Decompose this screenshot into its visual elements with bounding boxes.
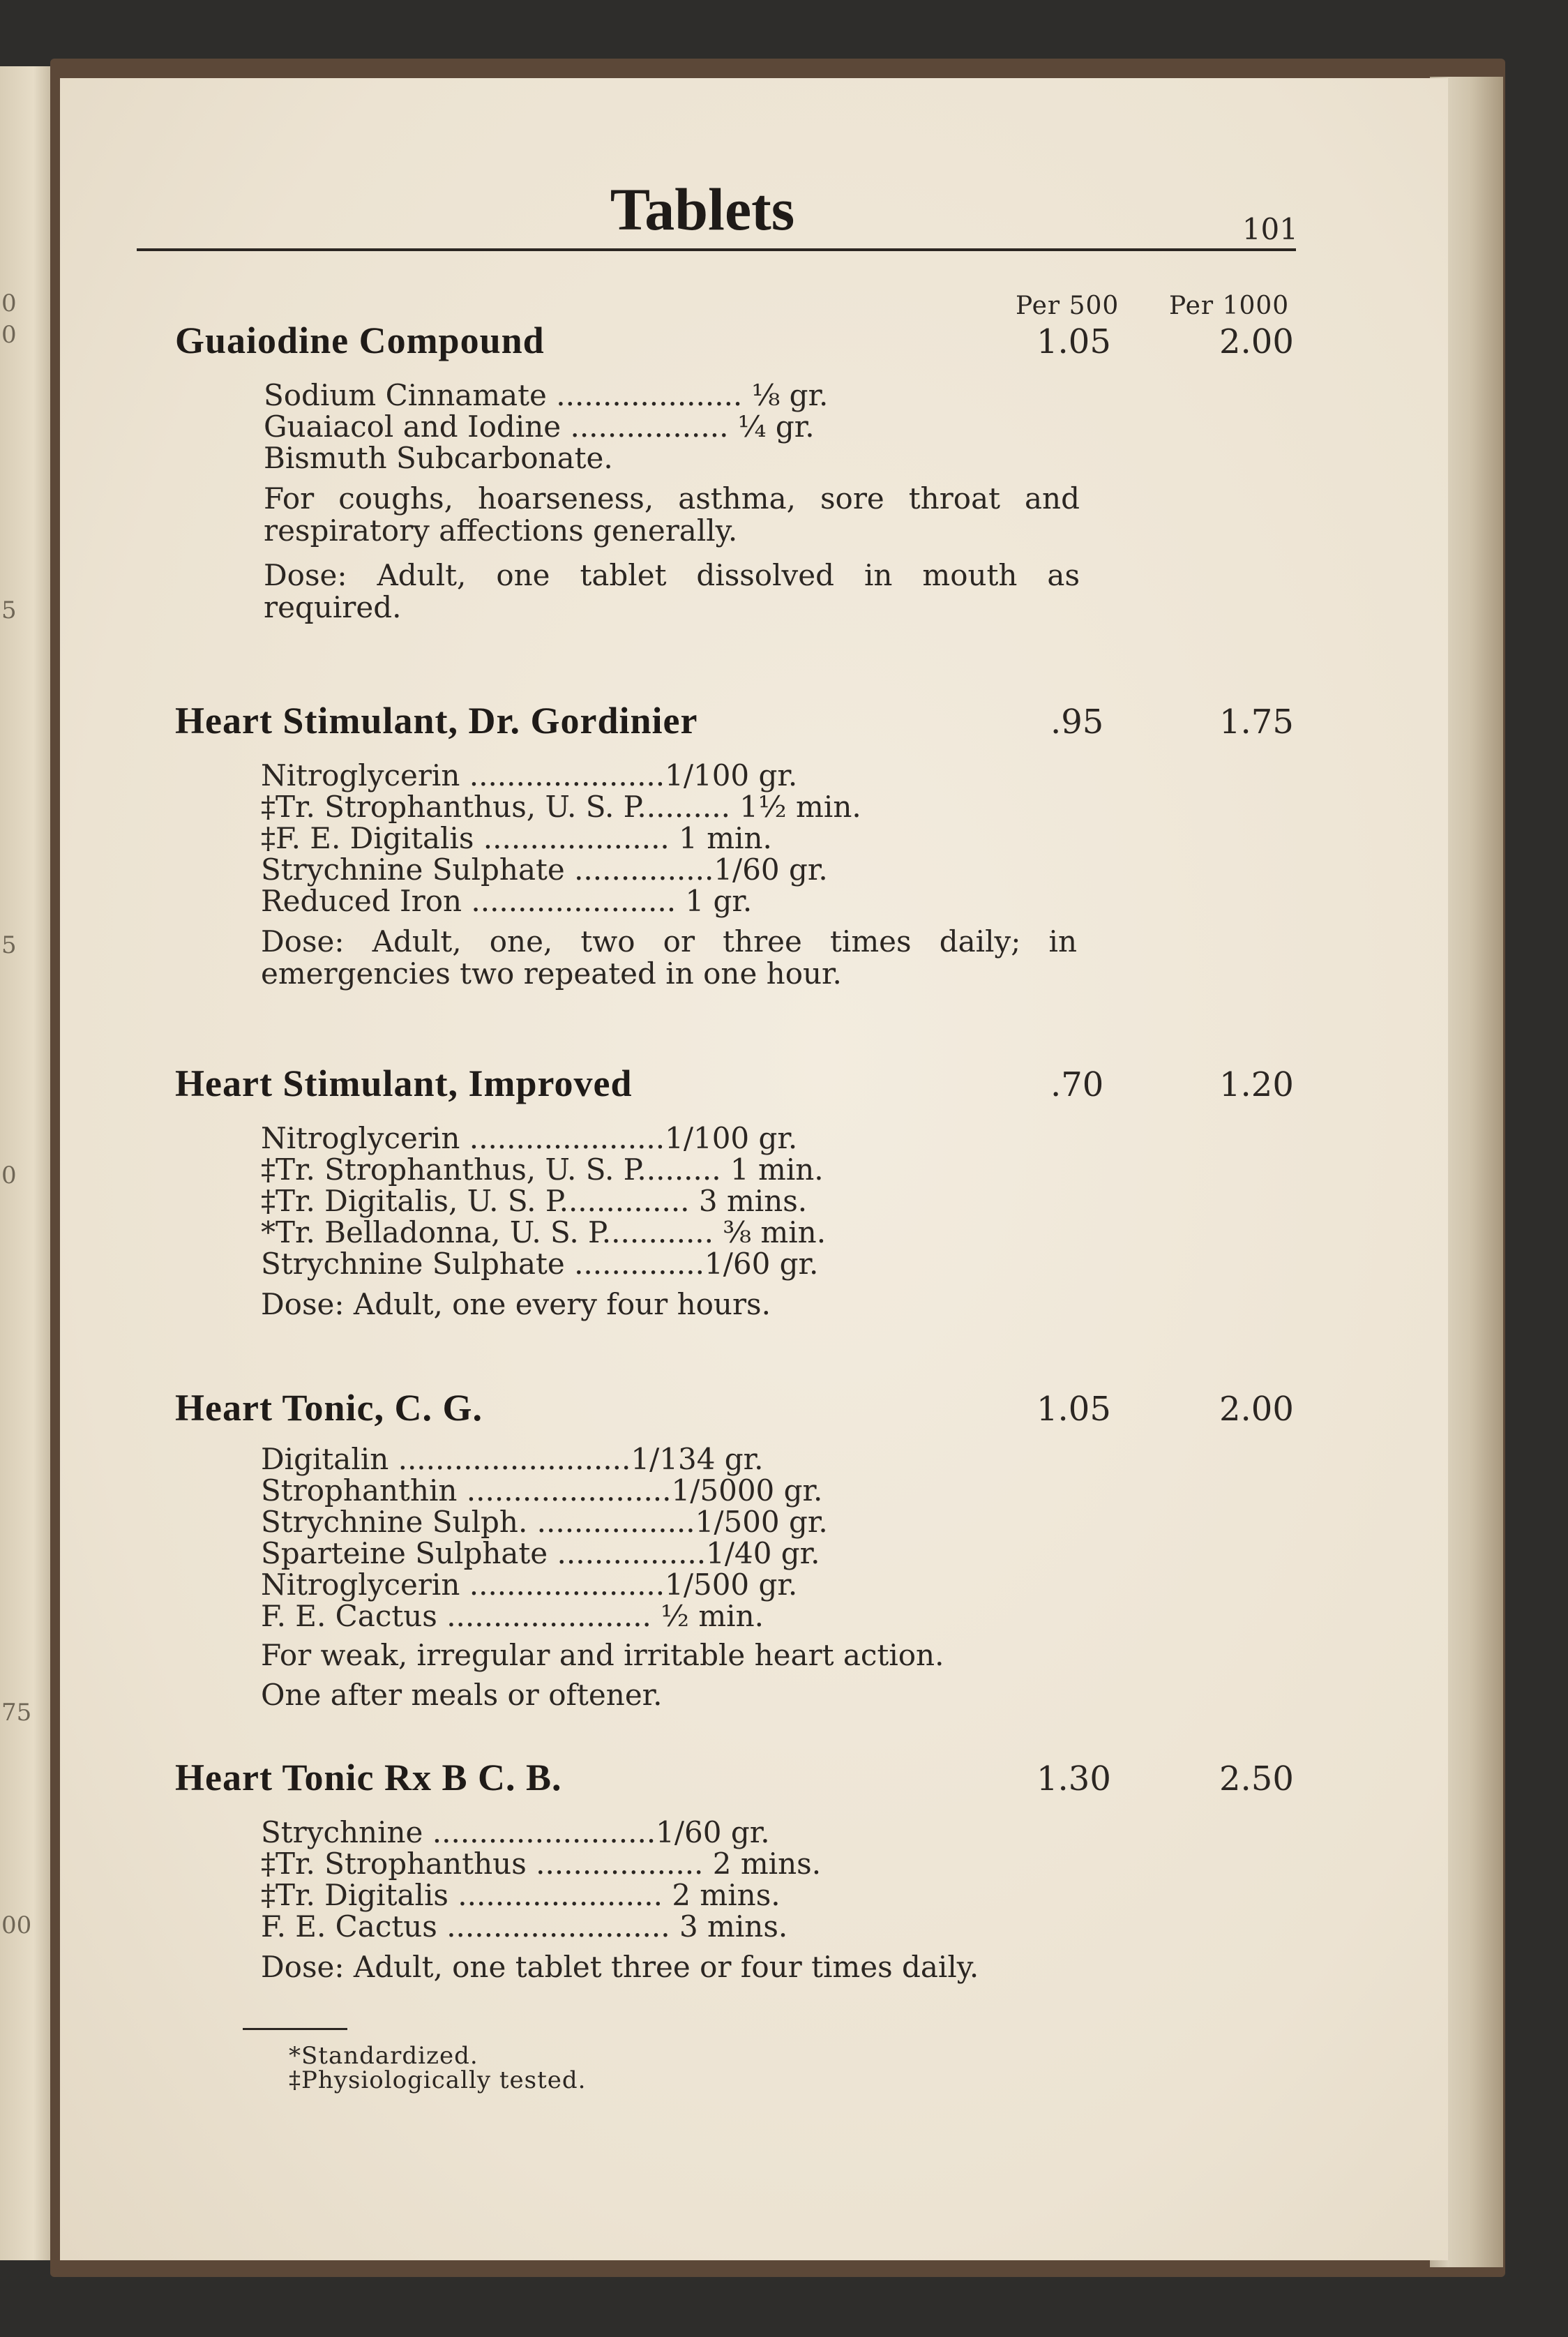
ingredient-line: ‡Tr. Digitalis ...................... 2 mins. — [261, 1878, 781, 1912]
dose-note: Dose: Adult, one tablet three or four times daily. — [261, 1950, 979, 1984]
edge-number: 5 — [1, 931, 17, 959]
ingredient-line: Strophanthin ......................1/5000 gr. — [261, 1473, 823, 1508]
ingredient-line: Nitroglycerin .....................1/100 gr. — [261, 758, 798, 792]
column-header-per-500: Per 500 — [1016, 292, 1120, 320]
ingredient-line: ‡Tr. Strophanthus .................. 2 mins. — [261, 1847, 822, 1881]
ingredient-line: Nitroglycerin .....................1/500 gr. — [261, 1568, 798, 1602]
ingredient-line: Nitroglycerin .....................1/100 gr. — [261, 1121, 798, 1155]
price-per-1000: 1.20 — [1219, 1065, 1294, 1104]
price-per-500: 1.05 — [1036, 322, 1111, 361]
edge-number: 00 — [1, 1911, 32, 1939]
column-header-per-1000: Per 1000 — [1169, 292, 1290, 320]
ingredient-line: Digitalin .........................1/134 gr. — [261, 1442, 764, 1476]
footnote-rule — [243, 2028, 347, 2030]
price-per-500: 1.05 — [1036, 1390, 1111, 1429]
facing-page-edge — [0, 66, 56, 2260]
footnote: ‡Physiologically tested. — [289, 2066, 587, 2094]
entry-name: Heart Stimulant, Improved — [175, 1062, 633, 1104]
ingredient-line: Strychnine Sulphate ..............1/60 gr. — [261, 1247, 819, 1281]
ingredient-line: Bismuth Subcarbonate. — [264, 441, 613, 475]
ingredient-line: ‡Tr. Strophanthus, U. S. P......... 1 min. — [261, 1152, 824, 1187]
entry-name: Heart Tonic Rx B C. B. — [175, 1757, 562, 1798]
entry-name: Guaiodine Compound — [175, 320, 545, 361]
price-per-1000: 2.00 — [1219, 322, 1294, 361]
edge-number: 0 — [1, 290, 17, 317]
ingredient-line: Strychnine Sulphate ...............1/60 gr. — [261, 852, 828, 887]
entry-name: Heart Stimulant, Dr. Gordinier — [175, 700, 698, 742]
ingredient-line: ‡Tr. Strophanthus, U. S. P.......... 1½ min. — [261, 790, 861, 824]
dose-note: Dose: Adult, one, two or three times daily; in emergencies two repeated in one hour. — [261, 924, 1077, 991]
price-per-1000: 2.00 — [1219, 1390, 1294, 1429]
ingredient-line: ‡F. E. Digitalis .................... 1 min. — [261, 821, 772, 855]
dose-note: Dose: Adult, one tablet dissolved in mouth as required. — [264, 558, 1080, 624]
usage-note: For coughs, hoarseness, asthma, sore throat and respiratory affections generally. — [264, 481, 1080, 548]
price-per-1000: 2.50 — [1219, 1759, 1294, 1798]
ingredient-line: Strychnine Sulph. .................1/500 gr. — [261, 1505, 828, 1539]
ingredient-line: Sodium Cinnamate .................... ⅛ gr. — [264, 378, 829, 412]
price-per-500: .95 — [1050, 702, 1104, 742]
edge-number: 0 — [1, 321, 17, 349]
entry-name: Heart Tonic, C. G. — [175, 1387, 483, 1429]
page-title: Tablets — [610, 176, 795, 243]
edge-number: 0 — [1, 1162, 17, 1189]
ingredient-line: Reduced Iron ...................... 1 gr. — [261, 884, 753, 918]
price-per-1000: 1.75 — [1219, 702, 1294, 742]
edge-number: 5 — [1, 596, 17, 624]
edge-number: 75 — [1, 1699, 32, 1727]
ingredient-line: Sparteine Sulphate ................1/40 gr. — [261, 1536, 820, 1570]
price-per-500: 1.30 — [1036, 1759, 1111, 1798]
page-number: 101 — [1242, 212, 1298, 246]
header-rule — [137, 248, 1296, 251]
ingredient-line: *Tr. Belladonna, U. S. P............ ⅜ min. — [261, 1215, 827, 1249]
ingredient-line: ‡Tr. Digitalis, U. S. P.............. 3 mins. — [261, 1184, 808, 1218]
usage-note: One after meals or oftener. — [261, 1678, 663, 1712]
book-page — [60, 78, 1448, 2260]
dose-note: Dose: Adult, one every four hours. — [261, 1287, 771, 1321]
ingredient-line: F. E. Cactus ........................ 3 mins. — [261, 1909, 788, 1944]
ingredient-line: Guaiacol and Iodine ................. ¼ gr. — [264, 409, 815, 444]
ingredient-line: Strychnine ........................1/60 gr. — [261, 1815, 770, 1849]
price-per-500: .70 — [1050, 1065, 1104, 1104]
usage-note: For weak, irregular and irritable heart action. — [261, 1638, 944, 1672]
footnote: *Standardized. — [289, 2042, 478, 2070]
ingredient-line: F. E. Cactus ...................... ½ min. — [261, 1599, 764, 1633]
